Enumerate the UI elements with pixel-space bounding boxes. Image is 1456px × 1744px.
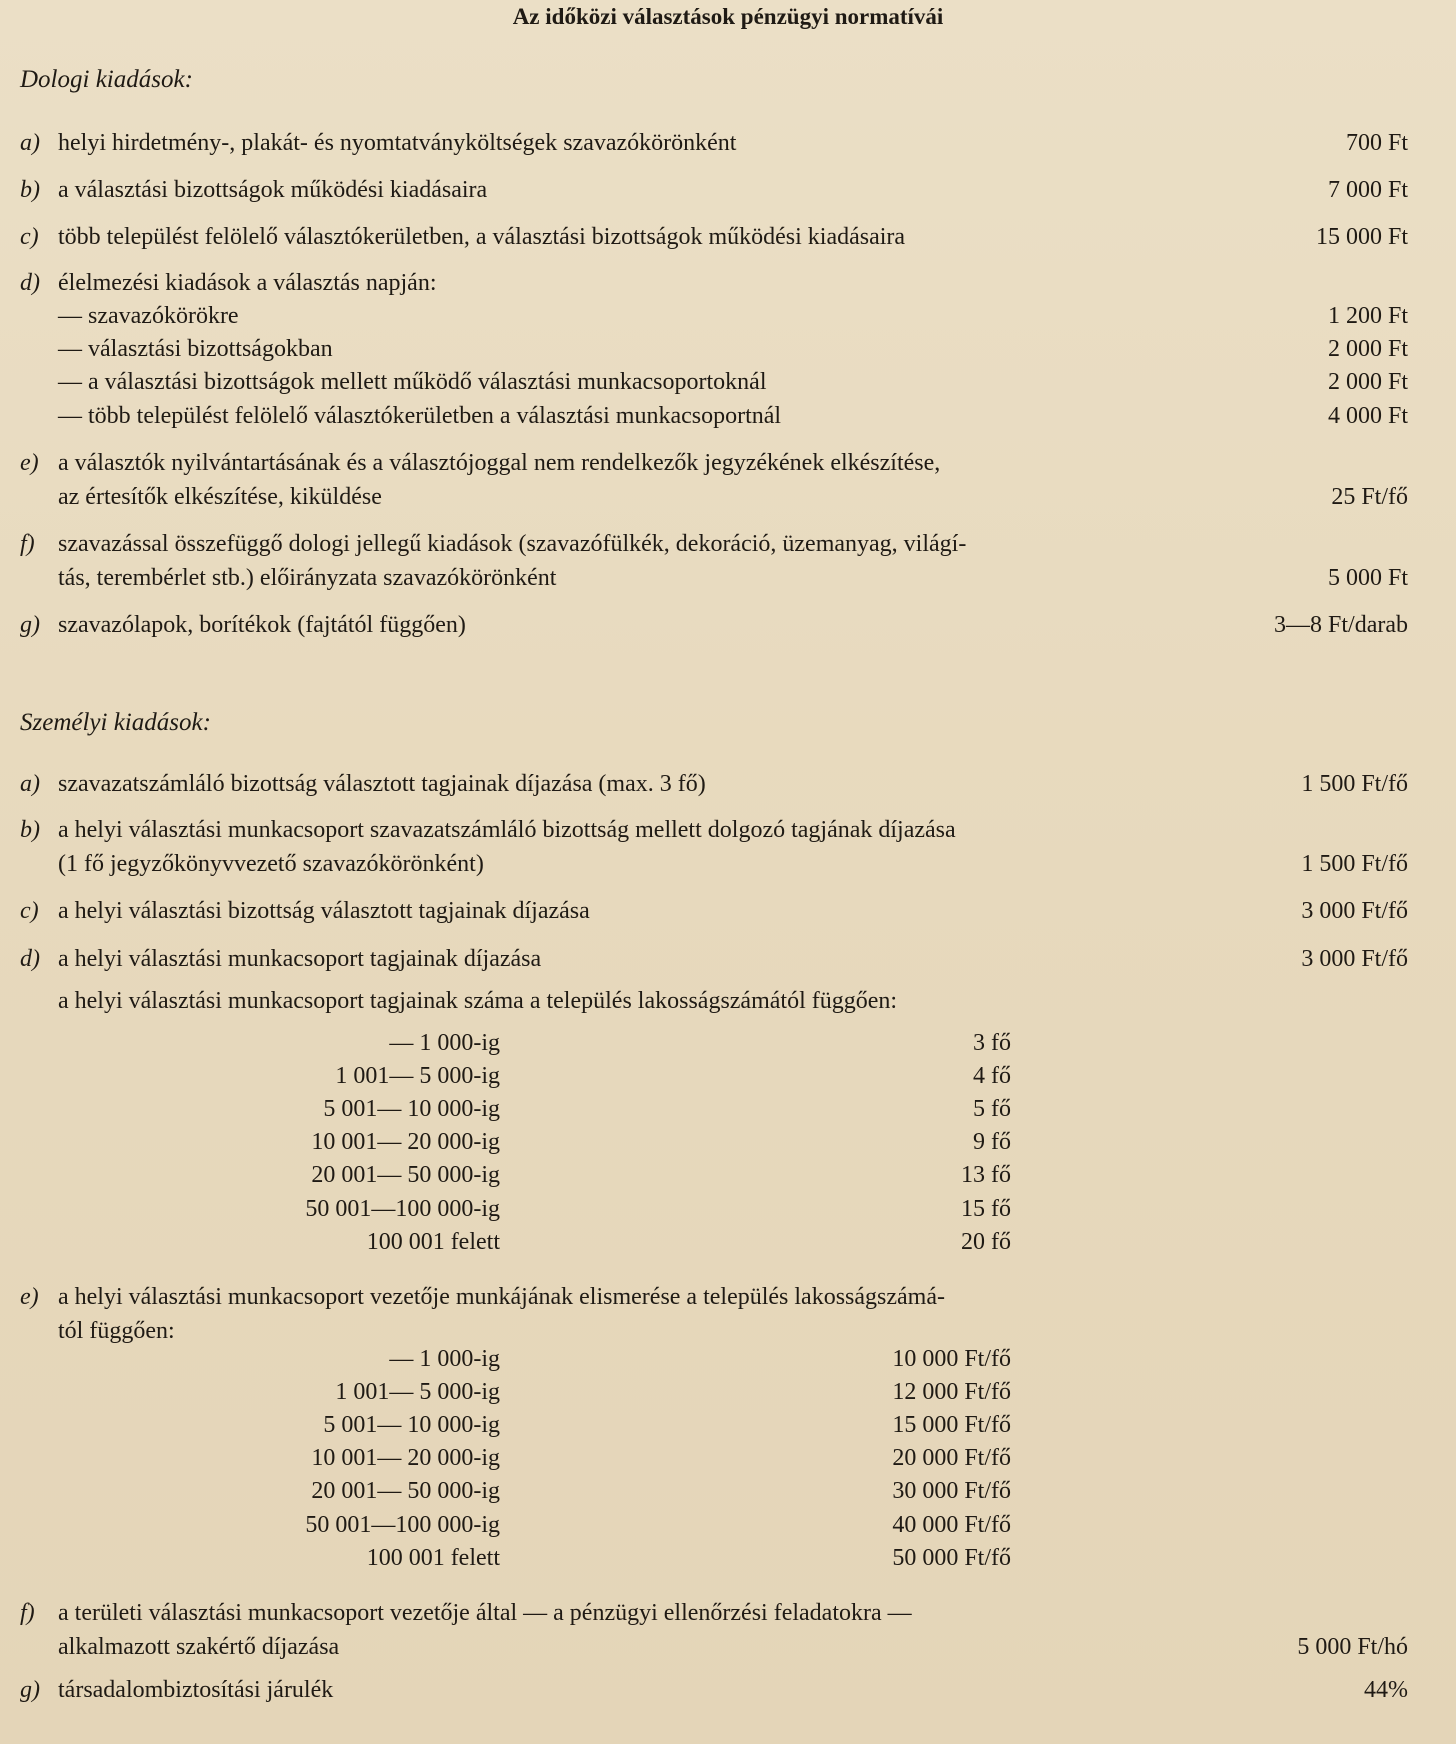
population-range: 100 001 felett — [366, 1545, 500, 1571]
fee-value: 30 000 Ft/fő — [892, 1478, 1011, 1504]
sub-item-amount: 2 000 Ft — [1327, 336, 1408, 362]
item-text-line-2: alkalmazott szakértő díjazása — [58, 1634, 340, 1660]
table-row — [0, 1063, 1456, 1096]
table-row — [0, 1129, 1456, 1162]
population-range: — 1 000-ig — [389, 1346, 500, 1372]
item-text: szavazással összefüggő dologi jellegű kiadások (szavazófülkék, dekoráció, üzemanyag, világí- — [58, 531, 967, 557]
item-amount: 5 000 Ft — [1327, 565, 1408, 591]
item-text-line-2: az értesítők elkészítése, kiküldése — [58, 484, 382, 510]
table-row — [0, 1545, 1456, 1578]
table-row — [0, 1445, 1456, 1478]
sub-item-amount: 2 000 Ft — [1327, 369, 1408, 395]
table-row — [0, 1229, 1456, 1262]
item-letter: f) — [20, 1600, 35, 1626]
item-text: a helyi választási munkacsoport tagjainak díjazása — [58, 946, 542, 972]
population-range: 5 001— 10 000-ig — [323, 1412, 500, 1438]
fee-value: 40 000 Ft/fő — [892, 1512, 1011, 1538]
population-range: 5 001— 10 000-ig — [323, 1096, 500, 1122]
item-text: társadalombiztosítási járulék — [58, 1677, 334, 1703]
item-letter: c) — [20, 898, 39, 924]
section-heading-szemelyi: Személyi kiadások: — [20, 709, 211, 736]
population-range: 20 001— 50 000-ig — [311, 1162, 500, 1188]
item-text: a helyi választási bizottság választott tagjainak díjazása — [58, 898, 590, 924]
population-range: 50 001—100 000-ig — [305, 1512, 500, 1538]
population-range: 1 001— 5 000-ig — [335, 1063, 500, 1089]
table-row — [0, 1196, 1456, 1229]
member-count-note: a helyi választási munkacsoport tagjainak száma a település lakosságszámától függően: — [58, 988, 898, 1014]
sub-item-amount: 1 200 Ft — [1327, 303, 1408, 329]
fee-value: 50 000 Ft/fő — [892, 1545, 1011, 1571]
item-amount: 3 000 Ft/fő — [1301, 898, 1408, 924]
item-amount: 15 000 Ft — [1315, 224, 1408, 250]
item-letter: b) — [20, 177, 40, 203]
population-range: 100 001 felett — [366, 1229, 500, 1255]
table-row — [0, 1096, 1456, 1129]
item-text-line-2: tás, terembérlet stb.) előirányzata szavazókörönként — [58, 565, 557, 591]
item-text: szavazatszámláló bizottság választott tagjainak díjazása (max. 3 fő) — [58, 771, 706, 797]
item-letter: e) — [20, 450, 39, 476]
population-range: 10 001— 20 000-ig — [311, 1445, 500, 1471]
member-count: 9 fő — [973, 1129, 1011, 1155]
population-range: 50 001—100 000-ig — [305, 1196, 500, 1222]
item-letter: g) — [20, 612, 40, 638]
population-range: 10 001— 20 000-ig — [311, 1129, 500, 1155]
fee-value: 10 000 Ft/fő — [892, 1346, 1011, 1372]
member-count: 20 fő — [961, 1229, 1011, 1255]
item-text: szavazólapok, borítékok (fajtától függően) — [58, 612, 466, 638]
item-letter: g) — [20, 1677, 40, 1703]
item-text: a választási bizottságok működési kiadásaira — [58, 177, 488, 203]
sub-item-amount: 4 000 Ft — [1327, 403, 1408, 429]
page-title: Az időközi választások pénzügyi normatívái — [512, 4, 944, 29]
table-row — [0, 1512, 1456, 1545]
member-count: 13 fő — [961, 1162, 1011, 1188]
sub-item-text: — több települést felölelő választókerületben a választási munkacsoportnál — [58, 403, 782, 429]
item-amount: 5 000 Ft/hó — [1297, 1634, 1408, 1660]
table-row — [0, 1346, 1456, 1379]
item-text: élelmezési kiadások a választás napján: — [58, 270, 437, 296]
sub-item-text: — szavazókörökre — [58, 303, 239, 329]
table-row — [0, 1412, 1456, 1445]
item-letter: e) — [20, 1284, 39, 1310]
table-row — [0, 1478, 1456, 1511]
item-text: a helyi választási munkacsoport vezetője munkájának elismerése a település lakosságszámá- — [58, 1284, 945, 1310]
population-range: 1 001— 5 000-ig — [335, 1379, 500, 1405]
fee-value: 15 000 Ft/fő — [892, 1412, 1011, 1438]
item-text: a helyi választási munkacsoport szavazatszámláló bizottság mellett dolgozó tagjának díjazása — [58, 817, 956, 843]
item-text: a területi választási munkacsoport vezetője által — a pénzügyi ellenőrzési feladatokra — — [58, 1600, 912, 1626]
member-count: 4 fő — [973, 1063, 1011, 1089]
member-count: 5 fő — [973, 1096, 1011, 1122]
section-heading-dologi: Dologi kiadások: — [20, 66, 193, 93]
population-range: 20 001— 50 000-ig — [311, 1478, 500, 1504]
sub-item-text: — a választási bizottságok mellett működő választási munkacsoportoknál — [58, 369, 767, 395]
item-letter: a) — [20, 771, 40, 797]
item-letter: d) — [20, 270, 40, 296]
item-amount: 3 000 Ft/fő — [1301, 946, 1408, 972]
item-amount: 3—8 Ft/darab — [1274, 612, 1408, 638]
item-amount: 700 Ft — [1345, 130, 1408, 156]
table-row — [0, 1162, 1456, 1195]
fee-value: 12 000 Ft/fő — [892, 1379, 1011, 1405]
item-letter: d) — [20, 946, 40, 972]
item-text: a választók nyilvántartásának és a választójoggal nem rendelkezők jegyzékének elkészítése, — [58, 450, 941, 476]
item-amount: 44% — [1364, 1677, 1408, 1703]
item-letter: c) — [20, 224, 39, 250]
item-letter: b) — [20, 817, 40, 843]
item-text-line-2: (1 fő jegyzőkönyvvezető szavazókörönként) — [58, 851, 484, 877]
item-amount: 25 Ft/fő — [1331, 484, 1408, 510]
item-amount: 1 500 Ft/fő — [1301, 851, 1408, 877]
population-range: — 1 000-ig — [389, 1030, 500, 1056]
member-count: 15 fő — [961, 1196, 1011, 1222]
item-letter: f) — [20, 531, 35, 557]
member-count: 3 fő — [973, 1030, 1011, 1056]
item-text: helyi hirdetmény-, plakát- és nyomtatványköltségek szavazókörönként — [58, 130, 737, 156]
fee-value: 20 000 Ft/fő — [892, 1445, 1011, 1471]
item-amount: 1 500 Ft/fő — [1301, 771, 1408, 797]
item-text-line-2: tól függően: — [58, 1318, 175, 1344]
table-row — [0, 1030, 1456, 1063]
table-row — [0, 1379, 1456, 1412]
item-text: több települést felölelő választókerületben, a választási bizottságok működési kiadásaira — [58, 224, 906, 250]
sub-item-text: — választási bizottságokban — [58, 336, 333, 362]
item-letter: a) — [20, 130, 40, 156]
item-amount: 7 000 Ft — [1327, 177, 1408, 203]
